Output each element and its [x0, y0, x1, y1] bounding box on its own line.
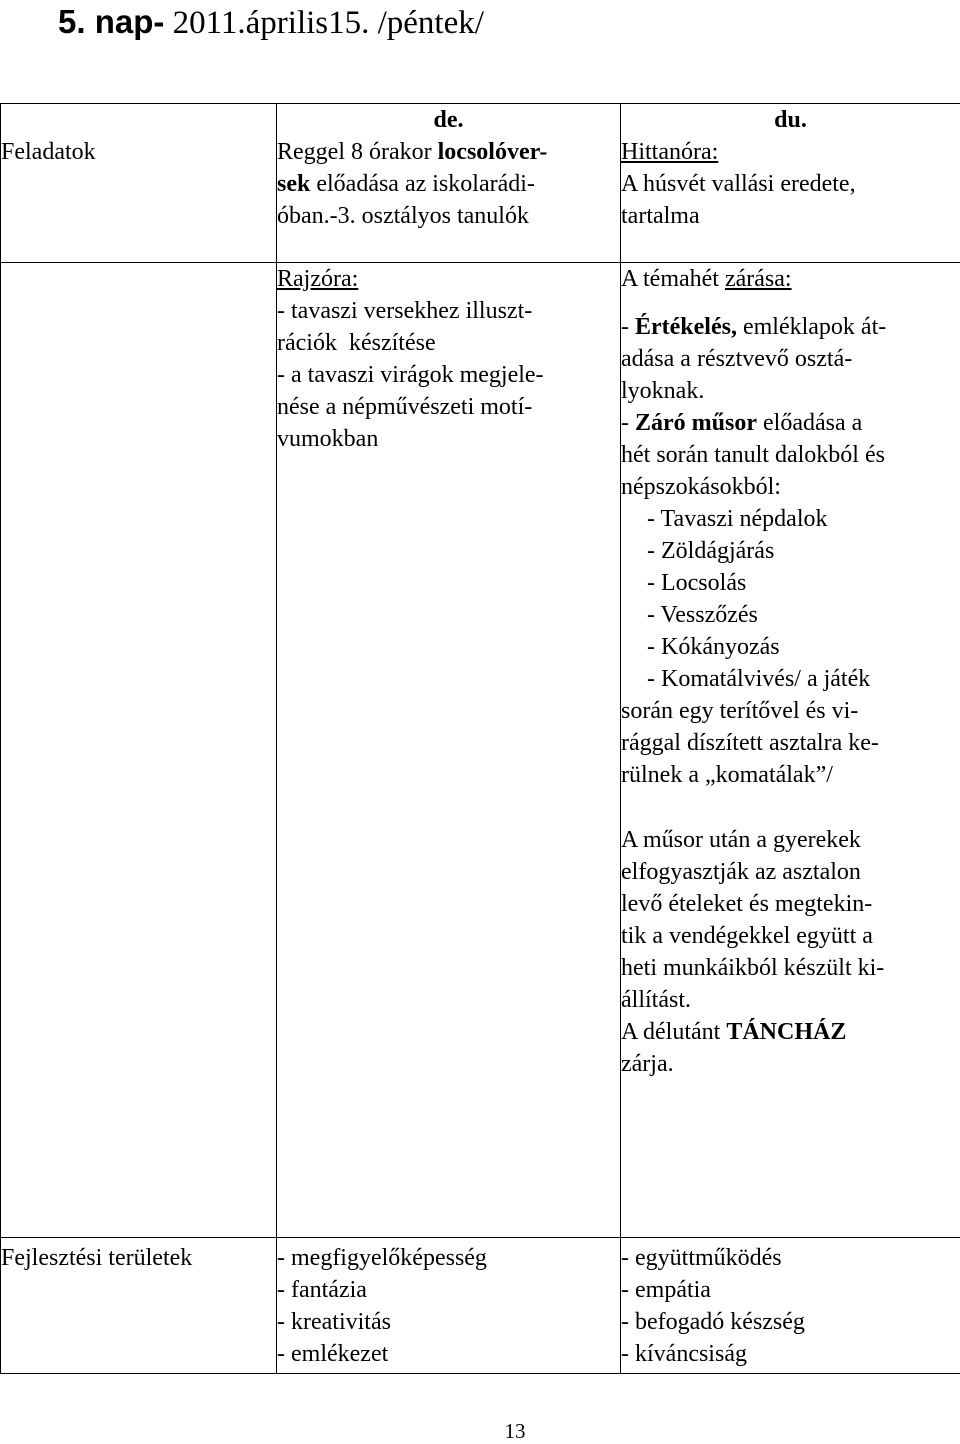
heading-date: 2011.április15. /péntek/ — [164, 5, 484, 41]
de-cell-rajzora — [277, 263, 621, 1238]
list-item: - kíváncsiság — [621, 1341, 747, 1367]
list-item: - Tavaszi népdalok — [647, 506, 828, 532]
de-text-line: rációk készítése — [277, 330, 436, 356]
du-text-line: hét során tanult dalokból és — [621, 442, 885, 468]
du-text-line: A húsvét vallási eredete, — [621, 171, 856, 197]
list-item: - Zöldágjárás — [647, 538, 775, 564]
du-text-line: tartalma — [621, 203, 700, 229]
de-title-rajzora: Rajzóra: — [277, 266, 359, 292]
du-cell-skills — [621, 1238, 960, 1374]
table-row-fejlesztesi — [1, 1238, 960, 1374]
table-row-feladatok — [1, 104, 960, 263]
du-text-line: A műsor után a gyerekek — [621, 827, 861, 853]
list-item: - Komatálvivés/ a játék — [647, 666, 871, 692]
du-title-temahet-zarasa: A témahét zárása: — [621, 266, 792, 292]
du-text-line: rággal díszített asztalra ke- — [621, 730, 879, 756]
list-item: - kreativitás — [277, 1309, 391, 1335]
row-label-fejlesztesi: Fejlesztési területek — [1, 1245, 193, 1271]
list-item: - Locsolás — [647, 570, 747, 596]
du-text-line: A délutánt TÁNCHÁZ — [621, 1019, 847, 1045]
list-item: - Vesszőzés — [647, 602, 758, 628]
de-text-line: vumokban — [277, 426, 379, 452]
du-title-hittanora: Hittanóra: — [621, 139, 719, 165]
heading-day: 5. nap- — [58, 3, 165, 40]
row-label-cell — [1, 104, 277, 263]
de-text-line: Reggel 8 órakor locsolóver- — [277, 139, 548, 165]
de-text-line: nése a népművészeti motí- — [277, 394, 533, 420]
list-item: - fantázia — [277, 1277, 367, 1303]
row-label-cell-empty — [1, 263, 277, 1238]
list-item: - emlékezet — [277, 1341, 389, 1367]
du-text-line: tik a vendégekkel együtt a — [621, 923, 873, 949]
de-text-line: sek előadása az iskolarádi- — [277, 171, 535, 197]
du-text-line: levő ételeket és megtekin- — [621, 891, 873, 917]
du-text-line: - Záró műsor előadása a — [621, 410, 863, 436]
de-text-line: óban.-3. osztályos tanulók — [277, 203, 529, 229]
du-cell-zaras — [621, 263, 960, 1238]
de-text-line: - tavaszi versekhez illuszt- — [277, 298, 533, 324]
du-text-line: rülnek a „komatálak”/ — [621, 762, 833, 788]
list-item: - Kókányozás — [647, 634, 780, 660]
schedule-table — [0, 103, 960, 1374]
list-item: - megfigyelőképesség — [277, 1245, 487, 1271]
row-label-feladatok: Feladatok — [1, 139, 96, 165]
du-text-line: állítást. — [621, 987, 691, 1013]
row-label-cell — [1, 1238, 277, 1374]
de-cell-morning — [277, 104, 621, 263]
column-header-du: du. — [774, 107, 807, 133]
list-item: - befogadó készség — [621, 1309, 805, 1335]
du-text-line: során egy terítővel és vi- — [621, 698, 859, 724]
du-text-line: zárja. — [621, 1051, 674, 1077]
page-number: 13 — [504, 1419, 526, 1443]
de-text-line: - a tavaszi virágok megjele- — [277, 362, 544, 388]
page-heading — [58, 2, 484, 43]
table-row-program — [1, 263, 960, 1238]
de-cell-skills — [277, 1238, 621, 1374]
column-header-de: de. — [433, 107, 464, 133]
list-item: - együttműködés — [621, 1245, 782, 1271]
du-text-line: elfogyasztják az asztalon — [621, 859, 861, 885]
du-text-line: heti munkáikból készült ki- — [621, 955, 885, 981]
du-text-line: adása a résztvevő osztá- — [621, 346, 853, 372]
du-text-line: lyoknak. — [621, 378, 705, 404]
list-item: - empátia — [621, 1277, 711, 1303]
du-text-line: népszokásokból: — [621, 474, 781, 500]
du-cell-afternoon — [621, 104, 960, 263]
du-text-line: - Értékelés, emléklapok át- — [621, 314, 887, 340]
